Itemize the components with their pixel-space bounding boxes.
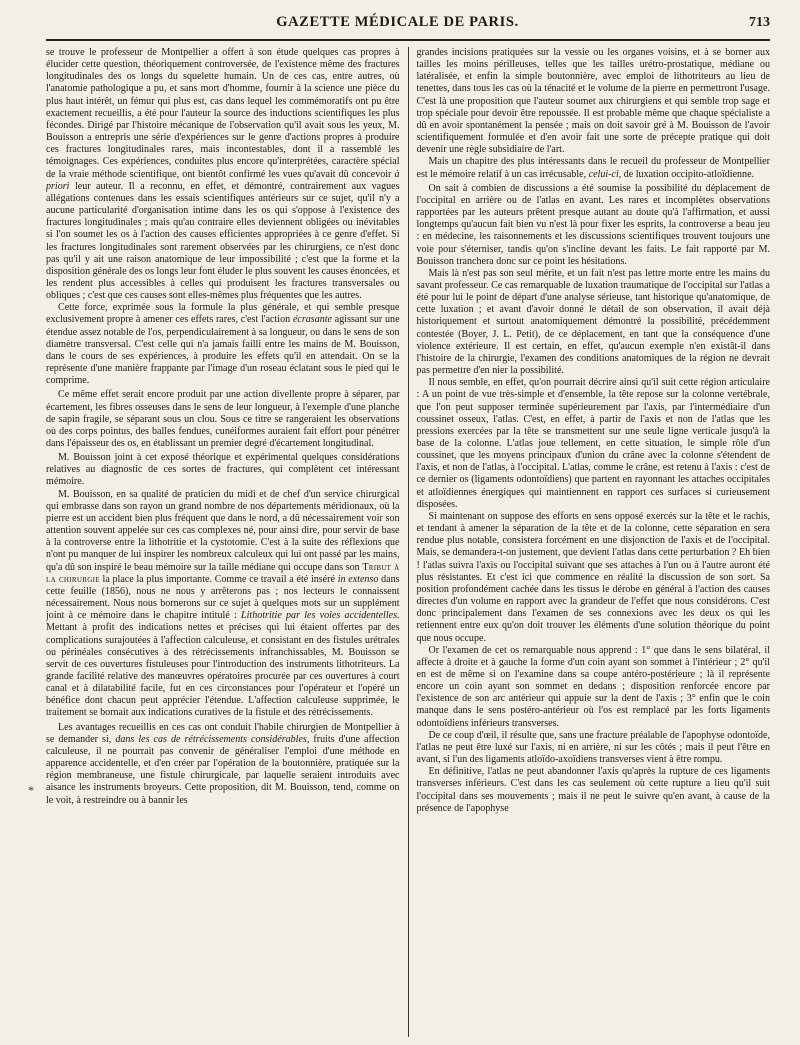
paragraph: Si maintenant on suppose des efforts en sens opposé exercés sur la tête et le rachis, et tendant à amener la séparation de la tête et de la colonne, cette séparation en sera rendue plus notable, consistera forcément en une disjonction de l'axis et de l'occipital. Mais, se demandera-t-on justement, que devient l'atlas dans cette perturbation ? Eh bien ! l'atlas suivra l'axis ou l'occipital suivant que ses attaches à l'un ou à l'autre auront été plus résistantes. Et c'est ici que commence en réalité la discussion de son sort. Sa position profondément cachée dans les tissus le dérobe en général à l'action des causes directes d'un volume en rapport avec la grandeur de l'effet que nous considérons. C'est donc principalement dans l'examen de ses connexions avec les deux os qui les retiennent entre eux qu'on doit trouver les éléments d'une solution théorique du point que nous occupe. [416,510,770,644]
paragraph: M. Bouisson, en sa qualité de praticien du midi et de chef d'un service chirurgical qui embrasse dans son rayon un grand nombre de nos départements méridionaux, où la pierre est un accident bien plus fréquent que dans le nord, a dû nécessairement voir son attention souvent appelée sur ces cas complexes né, pour ainsi dire, pour servir de base à la controverse entre la lithotritie et la cystotomie. C'est à la suite des réflexions que n'ont pu manquer de lui inspirer les nombreux calculeux qui lui ont passé par les mains, qu'a dû son inspiré le beau mémoire sur la taille médiane qui occupe dans son Tribut à la chirurgie la place la plus importante. Comme ce travail a été inséré in extenso dans cette feuille (1856), nous ne nous y arrêterons pas ; nos lecteurs le connaissent nécessairement. Nous nous bornerons sur ce sujet à quelques mots sur un supplément joint à ce mémoire dans le chapitre intitulé : Lithotritie par les voies accidentelles. Mettant à profit des indications nettes et précises qui lui étaient offertes par des complications surajoutées à l'affection calculeuse, et consistant en des fistules urétrales ou périnéales consécutives à des rétrécissements infranchissables, M. Bouisson se servit de ces ouvertures fistuleuses pour l'introduction des instruments lithotriteurs. La grande facilité relative des manœuvres opératoires procurée par ces ouvertures à court canal et à dilatabilité facile, fut en ces circonstances pour l'opérateur et l'opéré un bénéfice dont chacun peut apprécier l'étendue. L'affection calculeuse supprimée, le traitement se bornait aux indications curatives de la fistule et des rétrécissements. [46,488,400,719]
page-number: 713 [749,15,770,30]
page-header [46,14,770,41]
paragraph: Mais un chapitre des plus intéressants dans le recueil du professeur de Montpellier est le mémoire relatif à un cas irrécusable, celui-ci, de luxation occipito-atloïdienne. [416,156,770,180]
right-column [409,47,770,1037]
paragraph: En définitive, l'atlas ne peut abandonner l'axis qu'après la rupture de ces ligaments transverses inférieurs. C'est dans les cas seulement où cette rupture a lieu qu'il suit l'occipital dans ses mouvements ; mais il ne peut le suivre qu'en avant, à cause de la présence de l'apophyse [416,766,770,814]
paragraph: Les avantages recueillis en ces cas ont conduit l'habile chirurgien de Montpellier à se demander si, dans les cas de rétrécissements considérables, fruits d'une affection calculeuse, il ne pourrait pas convenir de généraliser l'emploi d'une méthode en apparence accidentelle, et d'en créer par l'opération de la boutonnière, pratiquée sur la région membraneuse, une fistule chirurgicale, par laquelle seraient introduits avec aisance les instruments broyeurs. Cette proposition, dit M. Bouisson, tend, comme on le voit, à restreindre ou à bannir les [46,721,400,806]
column-divider [408,47,409,1037]
paragraph: grandes incisions pratiquées sur la vessie ou les organes voisins, et à se borner aux tailles les moins périlleuses, telles que les tailles urétro-prostatique, médiane ou latéralisée, et enfin la simple boutonnière, avec emploi de lithotriteurs au lieu de tenettes, dans tous les cas où la ténacité et le volume de la pierre en permettront l'usage. C'est là une proposition que l'auteur soumet aux chirurgiens et qui semble trop sage et trop spéciale pour devoir être repoussée. Il est probable même que chaque spécialiste a dû en avoir spontanément la pensée ; mais on doit savoir gré à M. Bouisson de l'avoir scientifiquement formulée et d'en avoir fait une sorte de précepte pratique qui doit devenir une règle subsidiaire de l'art. [416,47,770,156]
paragraph: Il nous semble, en effet, qu'on pourrait décrire ainsi qu'il suit cette région articulaire : A un point de vue très-simple et d'ensemble, la tête repose sur la colonne vertébrale, que l'on peut supposer terminée supérieurement par l'axis, par l'intermédiaire d'un coussinet osseux, l'atlas. C'est, en effet, à partir de l'axis et non de l'atlas que les pressions exercées par la tête se transmettent sur une seule ligne verticale jusqu'à la base de la colonne. L'atlas joue tellement, en cette situation, le simple rôle d'un coussinet, que les moyens principaux d'union du crâne avec la colonne s'étendent de l'axis, et non de l'atlas, à l'occipital. L'atlas, comme le crâne, est retenu à l'axis : c'est de ce dernier os (ligaments odontoïdiens) que partent en rayonnant les attaches occipitales et atloïdiennes énergiques qui maintiennent en rapport ces surfaces si curieusement disposées. [416,377,770,510]
paragraph: On sait à combien de discussions a été soumise la possibilité du déplacement de l'occipital en arrière ou de l'atlas en avant. Les rares et incomplètes observations rapportées par les auteurs prêtent presque autant au doute qu'à l'affirmation, et aussi longtemps qu'aucun fait bien vu n'est là pour fixer les esprits, la controverse a beau jeu : en médecine, les raisonnements et les discussions scientifiques trouvent toujours une voie pour s'éterniser, tandis qu'on s'incline devant les faits. Le fait rapporté par M. Bouisson tranchera donc sur ce point les hésitations. [416,182,770,267]
paragraph: Cette force, exprimée sous la formule la plus générale, et qui semble presque exclusivement propre à amener ces effets rares, c'est l'action écrasante agissant sur une étendue assez notable de l'os, perpendiculairement à sa longueur, ou dans le sens de son diamètre transversal. C'est celle qui n'a jamais failli entre les mains de M. Bouisson, dans le cours de ses expériences, à produire les effets qu'il en attendait. On se la représente d'une manière frappante par l'image d'un roseau éclatant sous le pied qui le comprime. [46,302,400,387]
paragraph: M. Bouisson joint à cet exposé théorique et expérimental quelques considérations relatives au diagnostic de ces sortes de fractures, qui complètent cet intéressant mémoire. [46,452,400,488]
paragraph: Ce même effet serait encore produit par une action divellente propre à séparer, par écartement, les fibres osseuses dans le sens de leur longueur, à l'exemple d'une planche de sapin fragile, se séparant sous un clou. Sous ce titre se rangeraient les observations où des corps pointus, des balles fendues, cunéiformes auraient fait effort pour pénétrer dans l'épaisseur des os, en établissant un premier degré d'écartement longitudinal. [46,389,400,449]
paragraph: Or l'examen de cet os remarquable nous apprend : 1° que dans le sens bilatéral, il affecte à droite et à gauche la forme d'un coin ayant son sommet à l'intérieur ; 2° qu'il en est de même si on l'examine dans sa coupe antéro-postérieure ; là il représente encore un coin ayant son sommet en dedans ; disposition renforcée encore par l'existence de son arc antérieur qui appuie sur la dent de l'axis ; 3° enfin que le coin manque dans le sens postéro-antérieur où l'os est remplacé par les forts ligaments odontoïdiens inférieurs transverses. [416,644,770,729]
paragraph: De ce coup d'œil, il résulte que, sans une fracture préalable de l'apophyse odontoïde, l'atlas ne peut être luxé sur l'axis, ni en arrière, ni sur les côtés ; mais il peut l'être en avant, si l'un des ligaments atloïdo-axoïdiens transverses vient à être rompu. [416,729,770,766]
left-column [46,47,407,1037]
margin-marker: * [28,783,34,797]
paragraph: Mais là n'est pas son seul mérite, et un fait n'est pas lettre morte entre les mains du savant professeur. Ce cas remarquable de luxation traumatique de l'occipital sur l'atlas a été pour lui le point de départ d'une analyse sérieuse, tant historique qu'anatomique, de cette luxation ; et avant d'avoir donné le détail de son observation, il avait déjà historiquement et surtout anatomiquement démontré la possibilité, précédemment contestée (Boyer, J. L. Petit), de ce déplacement, en tant que la conséquence d'une violence extérieure. Il est certain, en effet, qu'aucun exemple n'en existât-il dans l'histoire de la chirurgie, l'examen des conditions anatomiques de la région ne devrait pas permettre d'en nier la possibilité. [416,267,770,377]
paragraph: se trouve le professeur de Montpellier a offert à son étude quelques cas propres à élucider cette question, théoriquement controversée, de l'existence même des fractures longitudinales des os longs du squelette humain. Un de ces cas, entre autres, où l'anatomie pathologique a pu, et sans mort d'homme, fournir à la science une pièce du plus haut intérêt, un fémur qui plus est, cas dans lequel les commémoratifs ont pu être exactement recueillis, a été pour l'auteur la source des inductions scientifiques les plus fécondes. Dirigé par l'histoire mécanique de l'observation qu'il avait sous les yeux, M. Bouisson a entrepris une série d'expériences sur le genre d'actions propres à produire ces fractures longitudinales rares, mais incontestables, dont il a rassemblé les témoignages. Ces expériences, conduites plus encore qu'interprétées, caractère spécial de la vraie méthode scientifique, ont bientôt confirmé les vues qu'avait dû concevoir à priori leur auteur. Il a reconnu, en effet, et démontré, contrairement aux vagues allégations contenues dans les essais scientifiques antérieurs sur ce sujet, qu'il n'y a aucune particularité d'organisation intime dans les os qui s'oppose à l'existence des fractures longitudinales ; mais qu'au contraire elles deviennent obligées ou inévitables si l'on soumet les os à l'action des causes efficientes appropriées à ce genre d'effet. Si les fractures longitudinales sont rarement observées par les chirurgiens, ce n'est donc pas qu'il y ait une raison anatomique de leur impossibilité ; c'est que la forme et la disposition générale des os longs leur font éluder le plus souvent les causes énoncées, et les rendent plus accessibles à celles qui produisent les fractures transversales ou obliques ; c'est que ces causes sont elles-mêmes plus fréquentes que les autres. [46,47,400,302]
journal-title: GAZETTE MÉDICALE DE PARIS. [276,14,519,30]
two-column-body [46,47,770,1037]
